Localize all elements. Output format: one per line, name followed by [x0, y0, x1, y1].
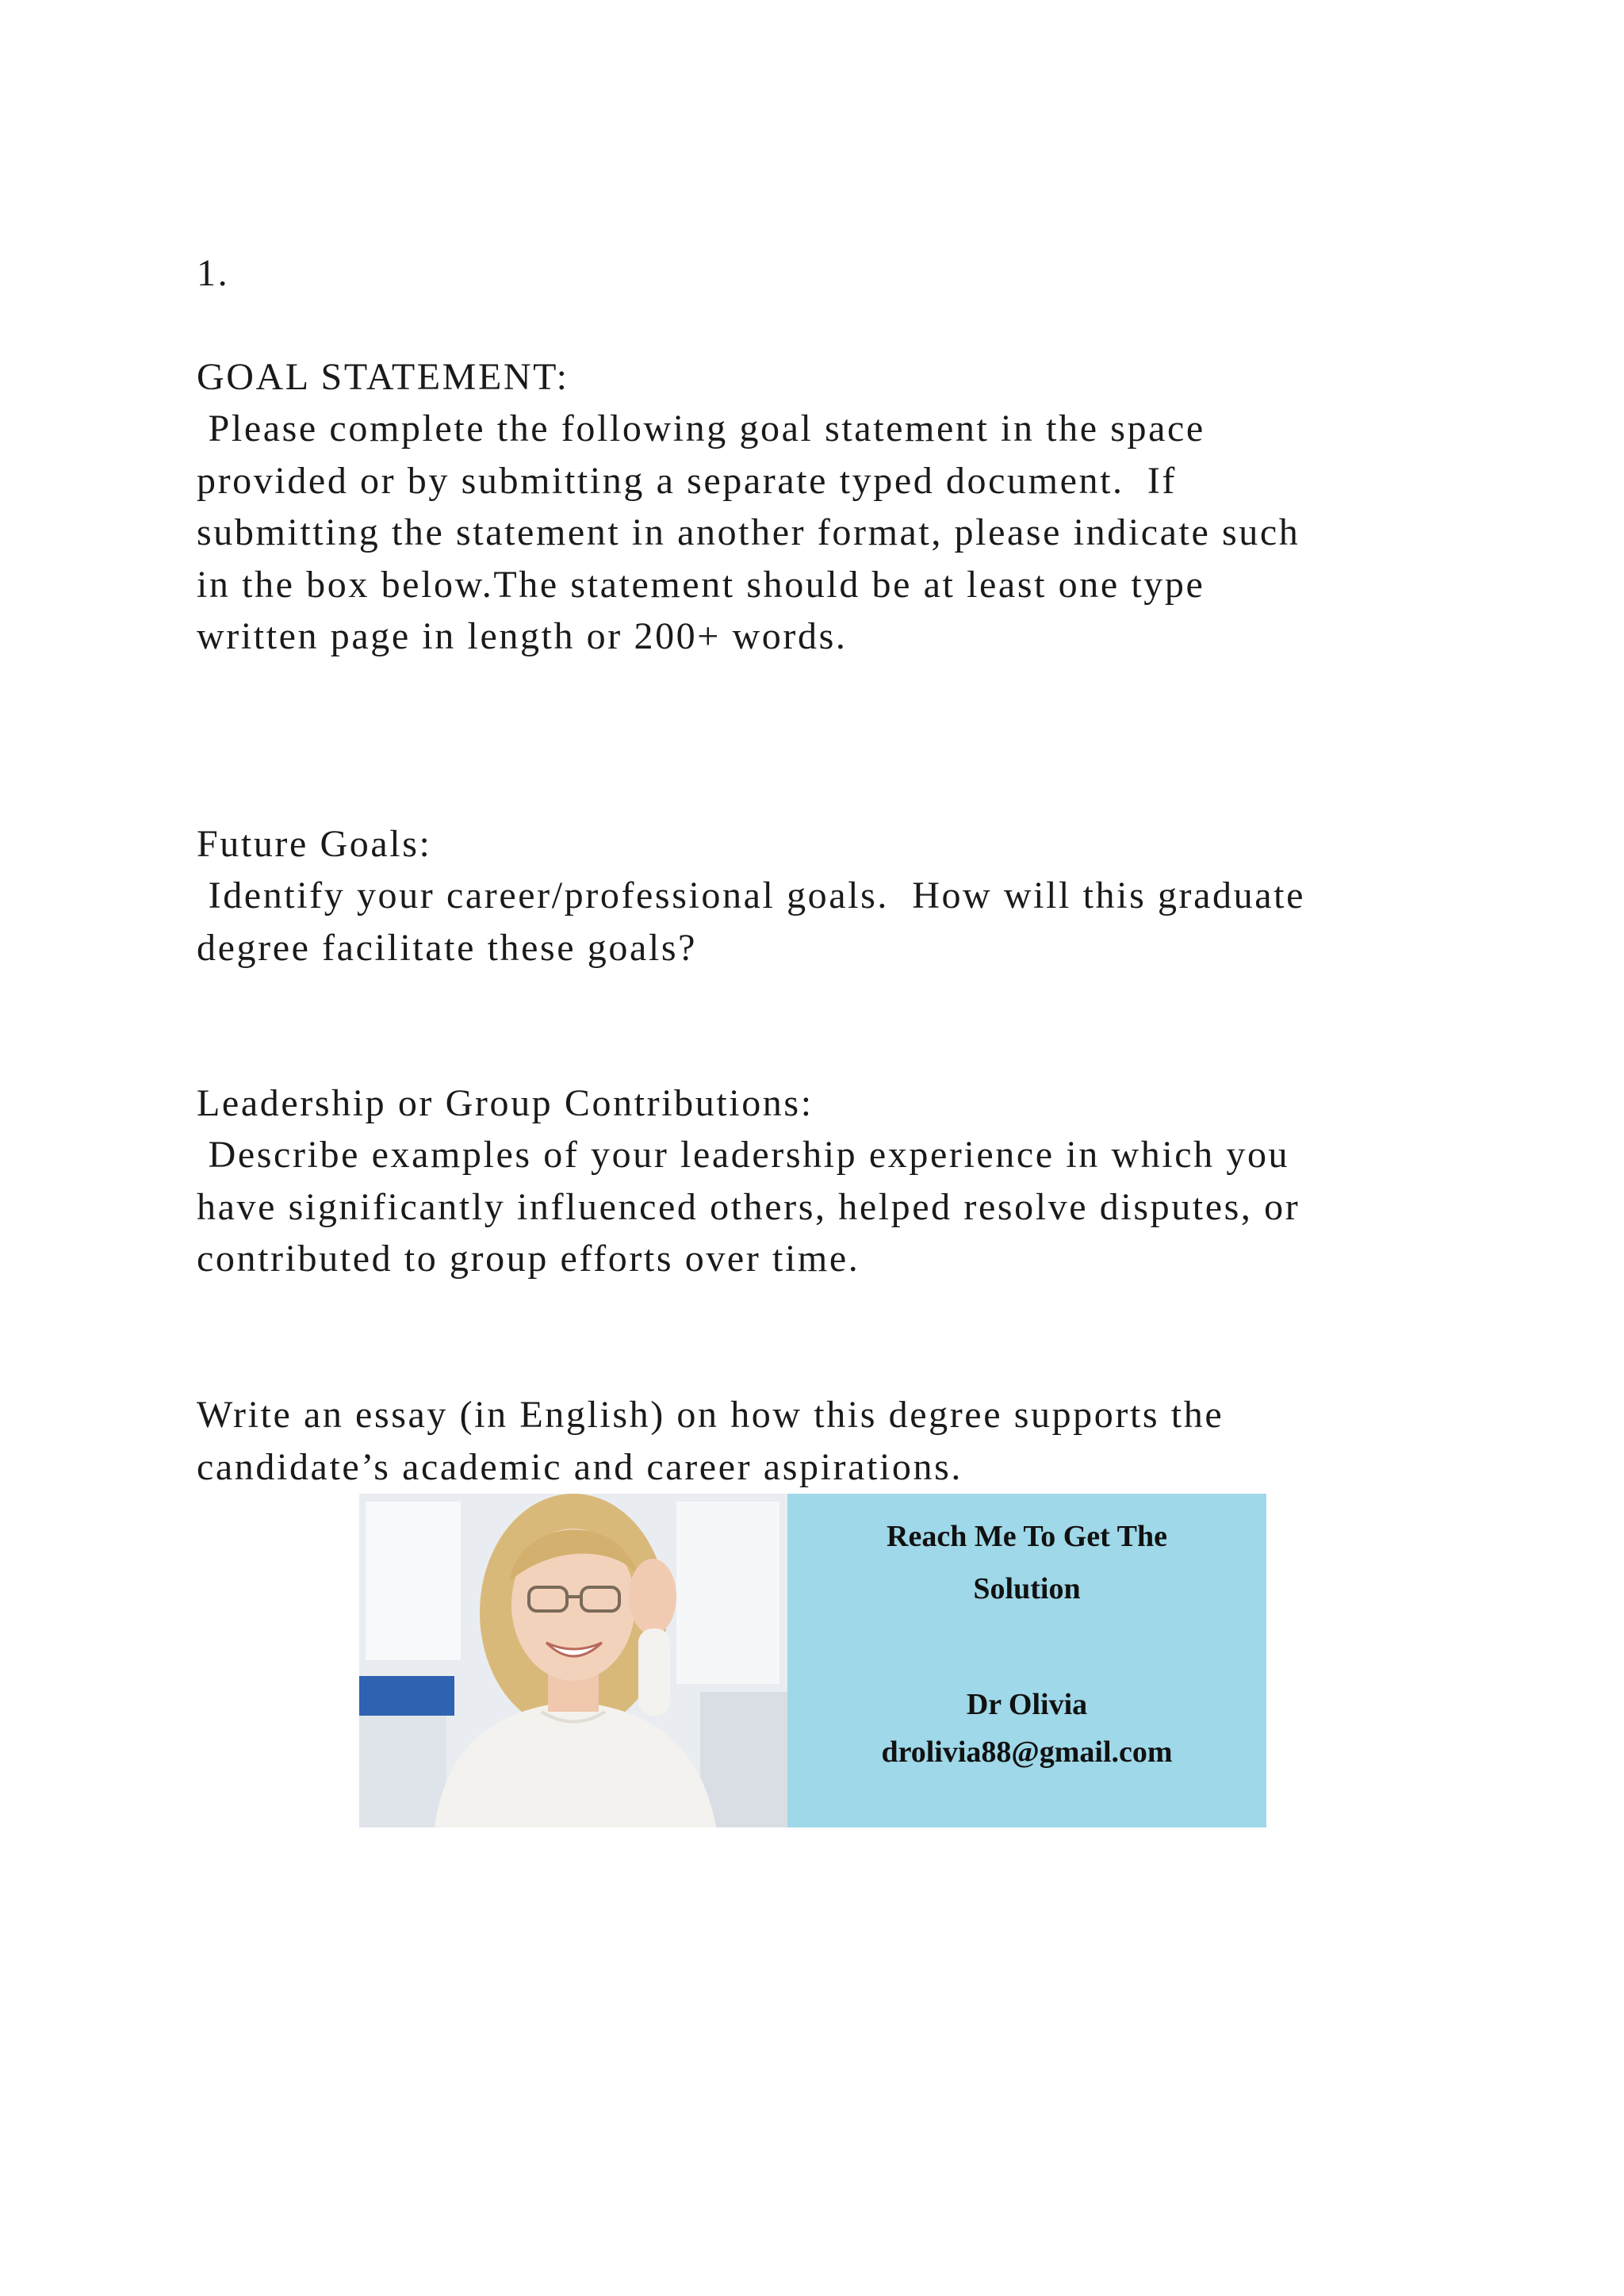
- ad-headline-line-2: Solution: [973, 1572, 1081, 1605]
- contact-name: Dr Olivia: [966, 1688, 1088, 1721]
- contact-ad-banner: [359, 1494, 1266, 1827]
- leadership-body: Describe examples of your leadership experience in which you have significantly influenced others, helped resolve disputes, or contributed to group efforts over time.: [197, 1134, 1300, 1280]
- future-goals-heading: Future Goals:: [197, 823, 432, 865]
- goal-statement-body: Please complete the following goal statement in the space provided or by submitting a separate typed document. If submitting the statement in another format, please indicate such in the box below.The statement should be at least one type written page in length or 200+ words.: [197, 408, 1300, 657]
- woman-photo-illustration: [359, 1494, 787, 1827]
- woman-photo: [359, 1494, 787, 1827]
- ad-headline-line-1: Reach Me To Get The: [887, 1520, 1167, 1553]
- item-number: 1.: [197, 252, 230, 294]
- contact-email: drolivia88@gmail.com: [881, 1735, 1173, 1769]
- leadership-heading: Leadership or Group Contributions:: [197, 1082, 814, 1124]
- goal-statement-heading: GOAL STATEMENT:: [197, 356, 569, 398]
- contact-panel: [787, 1494, 1266, 1827]
- future-goals-body: Identify your career/professional goals. How will this graduate degree facilitate these goals?: [197, 874, 1305, 969]
- essay-prompt: Write an essay (in English) on how this degree supports the candidate’s academic and career aspirations.: [197, 1394, 1224, 1488]
